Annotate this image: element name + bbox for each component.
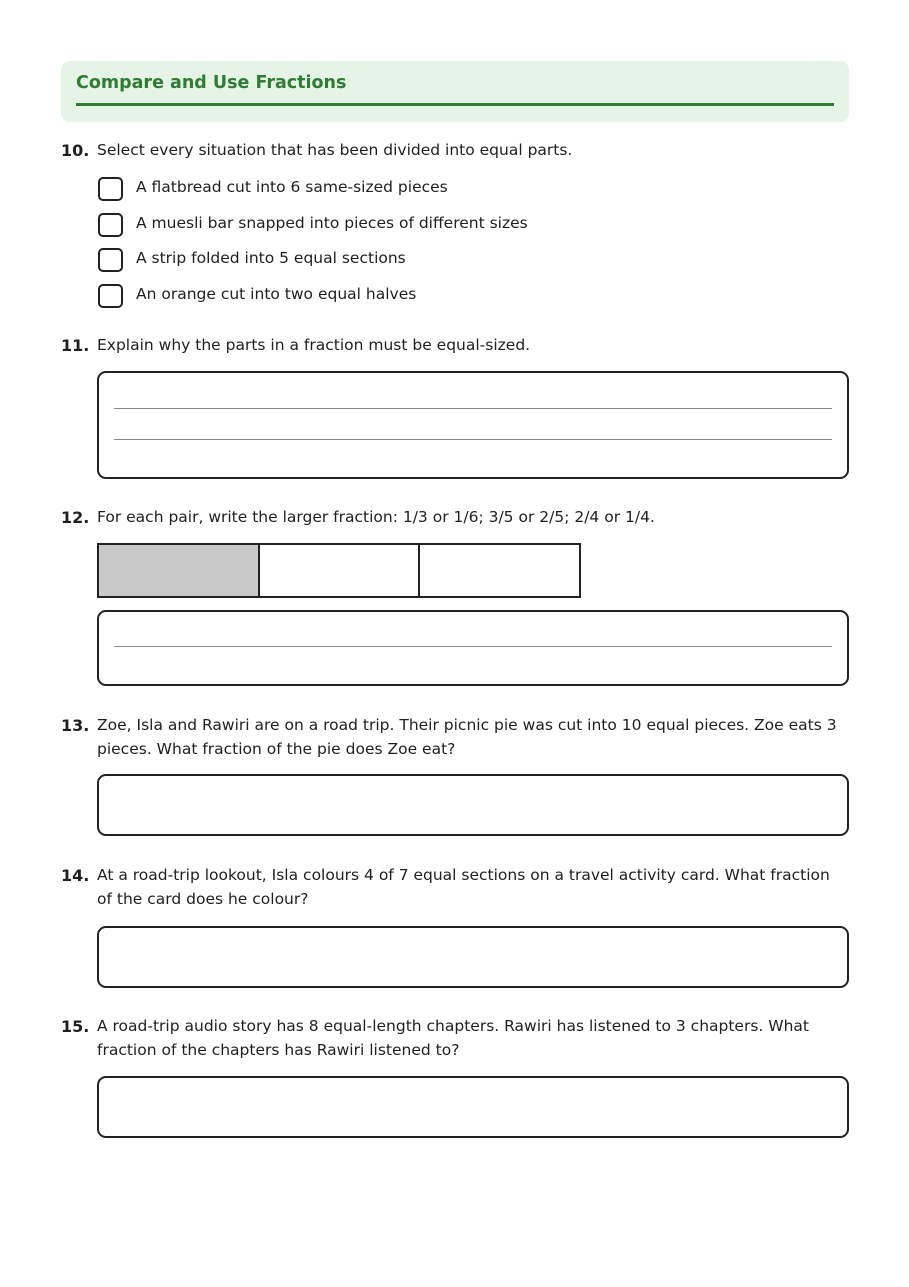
question-text-12: For each pair, write the larger fraction: 1/3 or 1/6; 3/5 or 2/5; 2/4 or 1/4. xyxy=(97,508,655,526)
fraction-bar-part xyxy=(260,545,421,596)
option-checkbox-3[interactable] xyxy=(98,248,123,272)
option-checkbox-1[interactable] xyxy=(98,177,123,201)
fraction-bar-part xyxy=(420,545,579,596)
question-number-12: 12. xyxy=(61,508,90,527)
option-label-2: A muesli bar snapped into pieces of different sizes xyxy=(136,214,528,232)
answer-box-12[interactable] xyxy=(97,610,849,686)
question-text-15: A road-trip audio story has 8 equal-length chapters. Rawiri has listened to 3 chapters. What fraction of the chapters has Rawiri listened to? xyxy=(97,1017,809,1059)
answer-box-14[interactable] xyxy=(97,926,849,988)
writing-line xyxy=(114,646,832,647)
question-text-14: At a road-trip lookout, Isla colours 4 of 7 equal sections on a travel activity card. What fraction of the card does he colour? xyxy=(97,866,830,908)
question-text-11: Explain why the parts in a fraction must be equal-sized. xyxy=(97,336,531,354)
answer-box-13[interactable] xyxy=(97,774,849,836)
option-checkbox-2[interactable] xyxy=(98,213,123,237)
question-number-15: 15. xyxy=(61,1017,90,1036)
option-label-1: A flatbread cut into 6 same-sized pieces xyxy=(136,178,448,196)
fraction-bar-part-shaded xyxy=(99,545,260,596)
option-checkbox-4[interactable] xyxy=(98,284,123,308)
question-number-10: 10. xyxy=(61,141,90,160)
question-text-13: Zoe, Isla and Rawiri are on a road trip. Their picnic pie was cut into 10 equal pieces. Zoe eats 3 pieces. What fraction of the pie does Zoe eat? xyxy=(97,716,837,758)
question-number-13: 13. xyxy=(61,716,90,735)
question-number-11: 11. xyxy=(61,336,90,355)
answer-box-15[interactable] xyxy=(97,1076,849,1138)
writing-line xyxy=(114,439,832,440)
question-text-10: Select every situation that has been divided into equal parts. xyxy=(97,141,573,159)
question-number-14: 14. xyxy=(61,866,90,885)
section-header xyxy=(61,61,849,122)
option-label-3: A strip folded into 5 equal sections xyxy=(136,249,406,267)
fraction-bar xyxy=(97,543,581,598)
writing-line xyxy=(114,408,832,409)
answer-box-11[interactable] xyxy=(97,371,849,479)
option-label-4: An orange cut into two equal halves xyxy=(136,285,417,303)
section-title: Compare and Use Fractions xyxy=(76,73,347,93)
header-underline xyxy=(76,103,834,106)
